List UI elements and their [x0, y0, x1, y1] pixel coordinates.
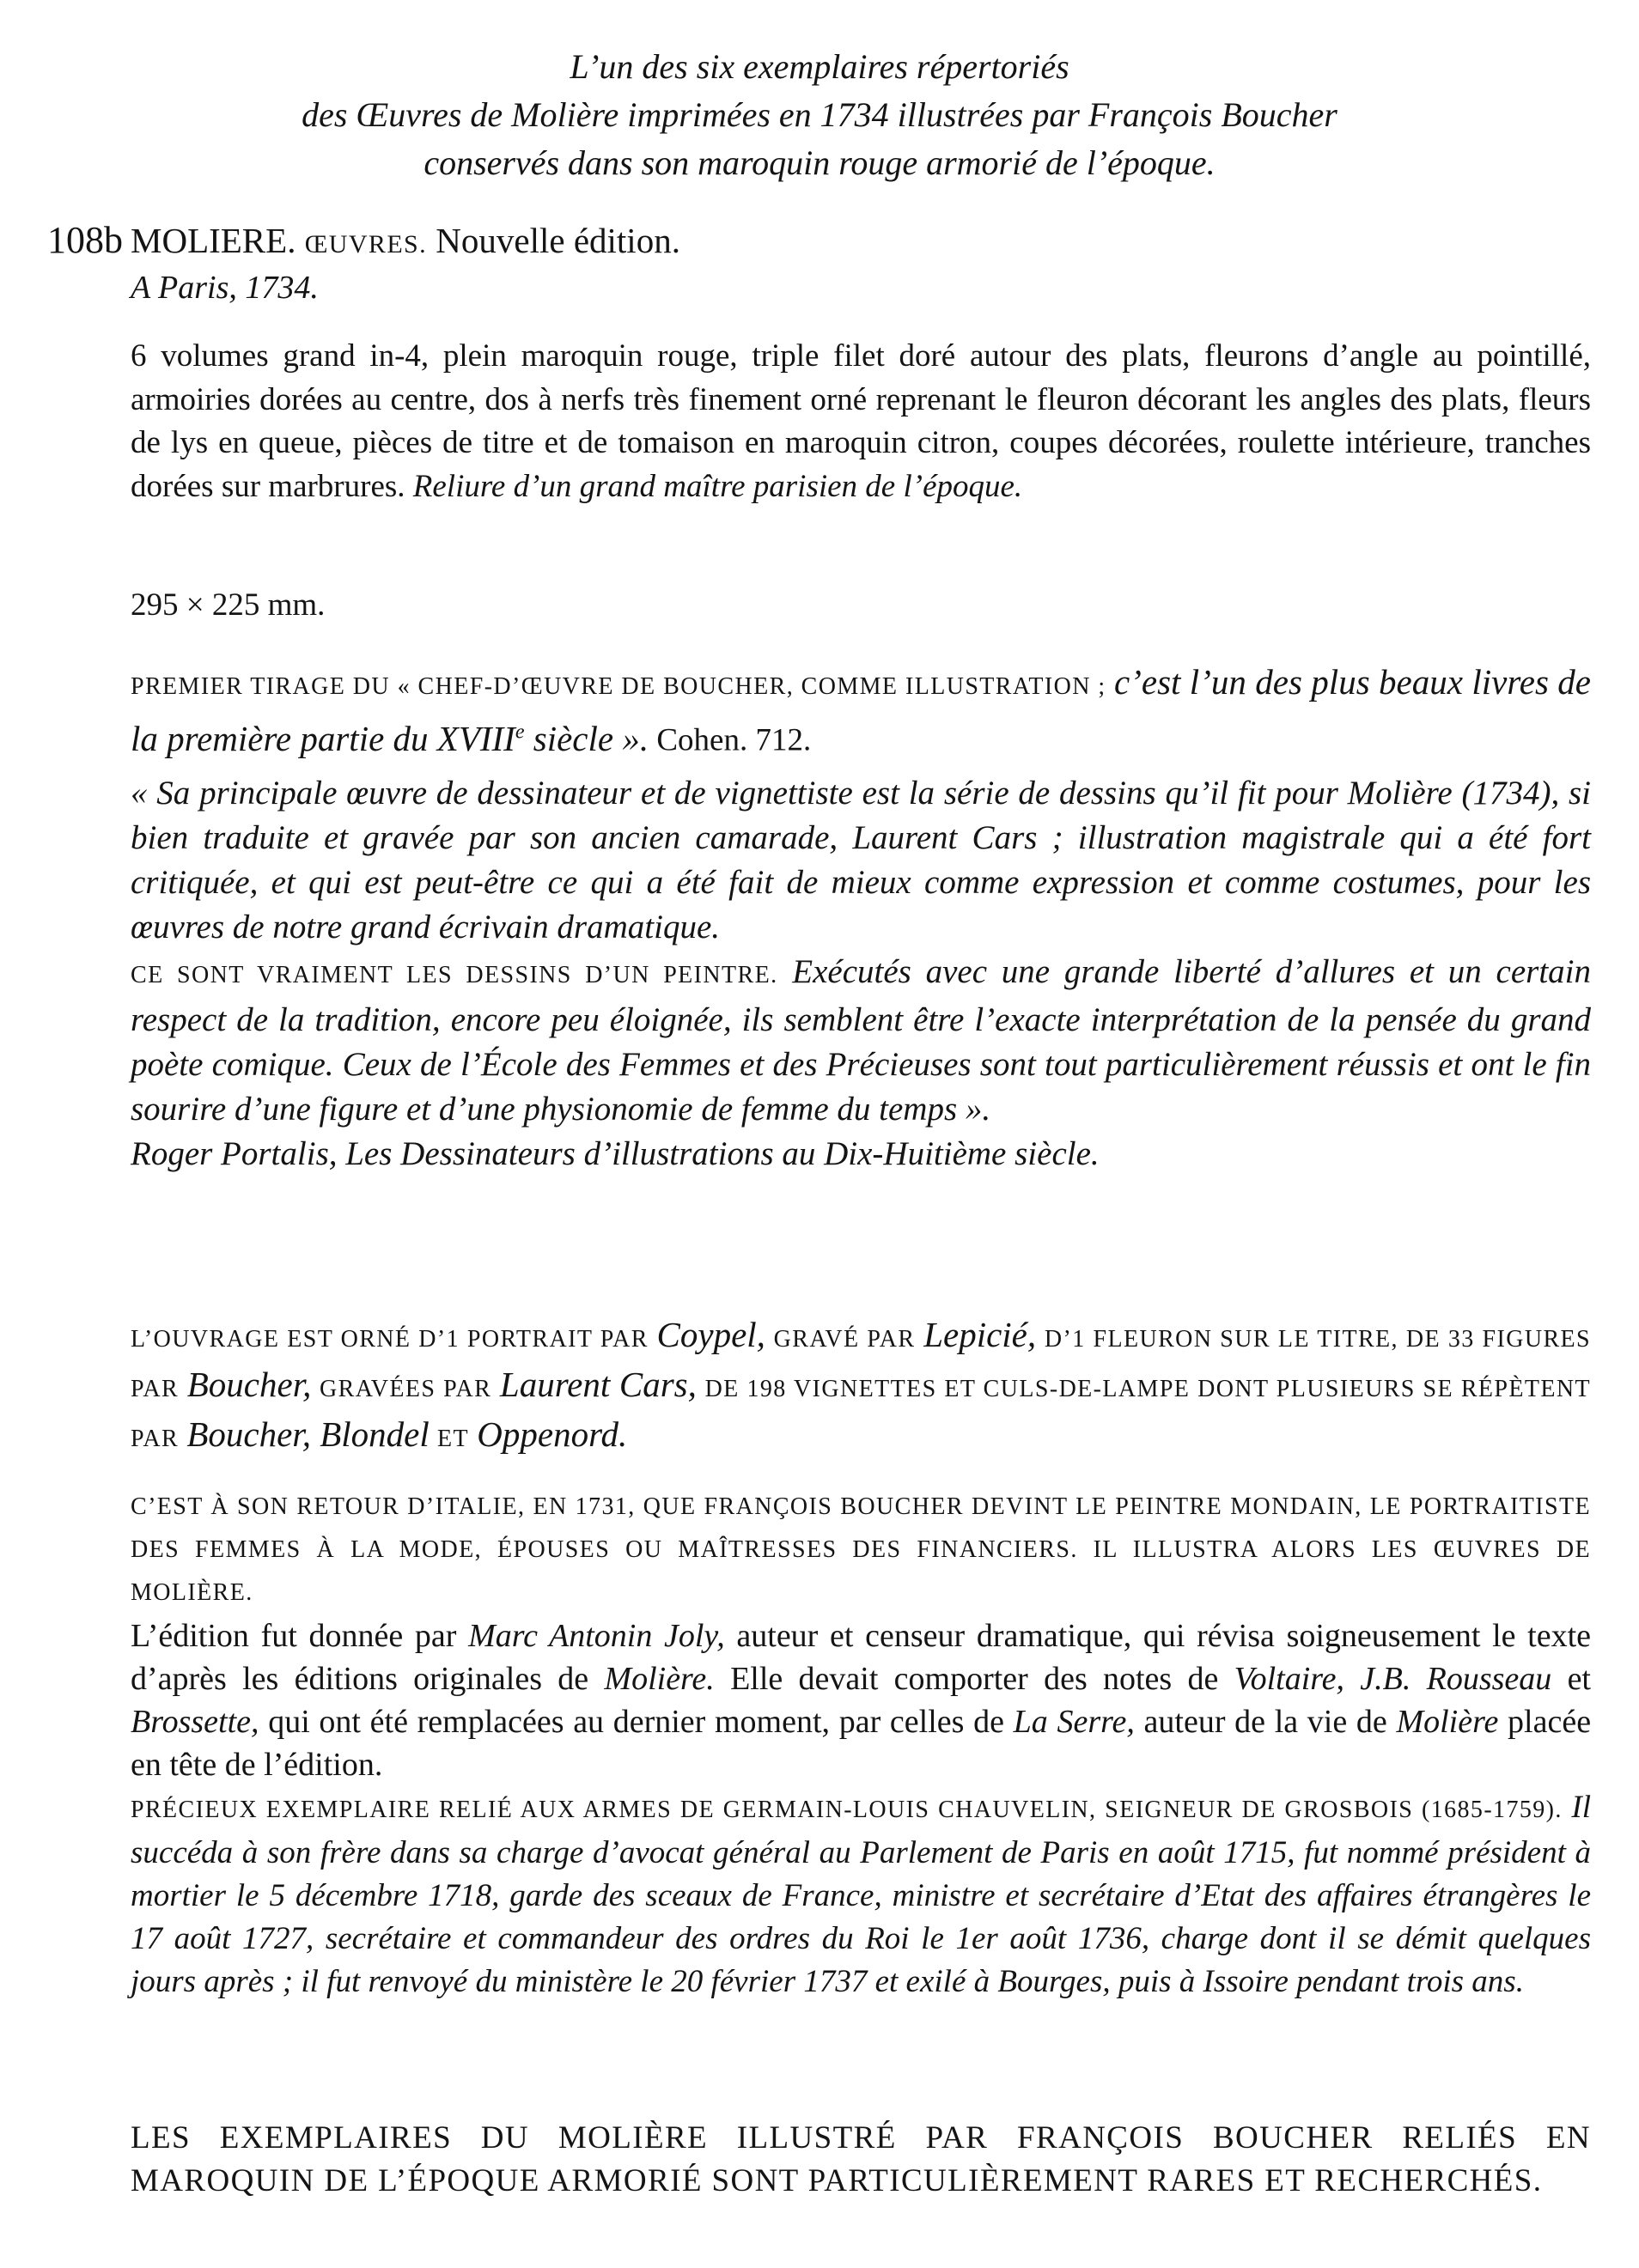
ouvrage-text-1: L’OUVRAGE EST ORNÉ D’1 PORTRAIT PAR — [131, 1326, 649, 1353]
lot-work: ŒUVRES. — [304, 230, 428, 258]
edition-history — [131, 1486, 1591, 1786]
lot-number: 108b — [47, 219, 123, 261]
precieux-caps: PRÉCIEUX EXEMPLAIRE RELIÉ AUX ARMES DE GERMAIN-LOUIS CHAUVELIN, SEIGNEUR DE GROSBOIS (1685-1759). — [131, 1797, 1563, 1823]
catalogue-headline — [0, 43, 1639, 187]
ouvrage-name-oppenord: Oppenord. — [477, 1414, 628, 1454]
binding-note: Reliure d’un grand maître parisien de l’époque. — [412, 468, 1023, 504]
quote-part-1: « Sa principale œuvre de dessinateur et de vignettiste est la série de dessins qu’il fit pour Molière (1734), si bien traduite et gravée par son ancien camarade, Laurent Cars ; illustration magistrale qui a été fort critiquée, et qui est peut-être ce qui a été fait de mieux comme expression et comme costumes, pour les œuvres de notre grand écrivain dramatique. — [131, 775, 1591, 946]
headline-line-3: conservés dans son maroquin rouge armorié de l’époque. — [423, 143, 1216, 182]
ouvrage-text-6: ET — [437, 1426, 470, 1452]
lot-imprint: A Paris, 1734. — [131, 270, 319, 306]
quote-part-2: Exécutés avec une grande liberté d’allures et un certain respect de la tradition, encore peu éloignée, ils semblent être l’exacte interprétation de la pensée du grand poète comique. Ceux de l’École des Femmes et des Précieuses sont tout particulièrement réussis et ont le fin sourire d’une figure et d’une physionomie de femme du temps ». — [131, 953, 1591, 1128]
portalis-quote — [131, 771, 1591, 1177]
ouvrage-text-3: D’1 FLEURON SUR LE TITRE, DE 33 FIGURES PAR — [131, 1326, 1591, 1402]
lot-edition: Nouvelle édition. — [436, 221, 680, 260]
ouvrage-name-cars: Laurent Cars, — [499, 1365, 697, 1404]
ouvrage-text-5: DE 198 VIGNETTES ET CULS-DE-LAMPE DONT PLUSIEURS SE RÉPÈTENT PAR — [131, 1376, 1592, 1452]
ouvrage-text-4: GRAVÉES PAR — [320, 1376, 492, 1402]
ouvrage-name-lepicie: Lepicié, — [923, 1315, 1037, 1354]
ouvrage-name-boucher: Boucher, — [186, 1365, 312, 1404]
retour-caps: C’EST À SON RETOUR D’ITALIE, EN 1731, QUE FRANÇOIS BOUCHER DEVINT LE PEINTRE MONDAIN, LE PORTRAITISTE DES FEMMES À LA MODE, ÉPOUSES OU MAÎTRESSES DES FINANCIERS. IL ILLUSTRA ALORS LES ŒUVRES DE MOLIÈRE. — [131, 1493, 1591, 1606]
quote-attribution: Roger Portalis, Les Dessinateurs d’illustrations au Dix-Huitième siècle. — [131, 1135, 1100, 1172]
ouvrage-name-boucher-blondel: Boucher, Blondel — [186, 1414, 430, 1454]
headline-line-2: des Œuvres de Molière imprimées en 1734 illustrées par François Boucher — [302, 95, 1337, 134]
premier-caps: PREMIER TIRAGE DU « CHEF-D’ŒUVRE DE BOUCHER, COMME ILLUSTRATION ; — [131, 673, 1106, 700]
premier-italic: c’est l’un des plus beaux livres de la première partie du XVIIIe siècle ». — [131, 662, 1592, 758]
lot-author: MOLIERE. — [131, 221, 296, 260]
provenance-note — [131, 1786, 1591, 2004]
lot-title — [131, 216, 680, 269]
cohen-reference: Cohen. 712. — [656, 722, 812, 758]
illustrations-note — [131, 1312, 1591, 1462]
retour-body: L’édition fut donnée par Marc Antonin Joly, auteur et censeur dramatique, qui révisa soigneusement le texte d’après les éditions originales de Molière. Elle devait comporter des notes de Voltaire, J.B. Rousseau et Brossette, qui ont été remplacées au dernier moment, par celles de La Serre, auteur de la vie de Molière placée en tête de l’édition. — [131, 1618, 1592, 1783]
rarity-note: LES EXEMPLAIRES DU MOLIÈRE ILLUSTRÉ PAR FRANÇOIS BOUCHER RELIÉS EN MAROQUIN DE L’ÉPOQUE ARMORIÉ SONT PARTICULIÈREMENT RARES ET RECHERCHÉS. — [131, 2120, 1591, 2198]
binding-text: 6 volumes grand in-4, plein maroquin rouge, triple filet doré autour des plats, fleurons d’angle au pointillé, armoiries dorées au centre, dos à nerfs très finement orné reprenant le fleuron décorant les angles des plats, fleurs de lys en queue, pièces de titre et de tomaison en maroquin citron, coupes décorées, roulette intérieure, tranches dorées sur marbrures. — [131, 338, 1591, 504]
headline-line-1: L’un des six exemplaires répertoriés — [570, 47, 1069, 86]
binding-description — [131, 335, 1591, 508]
ouvrage-name-coypel: Coypel, — [656, 1315, 765, 1354]
precieux-italic: Il succéda à son frère dans sa charge d’avocat général au Parlement de Paris en août 1715, fut nommé président à mortier le 5 décembre 1718, garde des sceaux de France, ministre et secrétaire d’Etat des affaires étrangères le 17 août 1727, secrétaire et commandeur des ordres du Roi le 1er août 1736, charge dont il se démit quelques jours après ; il fut renvoyé du ministère le 20 février 1737 et exilé à Bourges, puis à Issoire pendant trois ans. — [131, 1790, 1591, 1999]
quote-caps: CE SONT VRAIMENT LES DESSINS D’UN PEINTRE. — [131, 962, 778, 988]
first-edition-note — [131, 660, 1591, 763]
dimensions: 295 × 225 mm. — [131, 587, 326, 623]
ouvrage-text-2: GRAVÉ PAR — [773, 1326, 916, 1353]
